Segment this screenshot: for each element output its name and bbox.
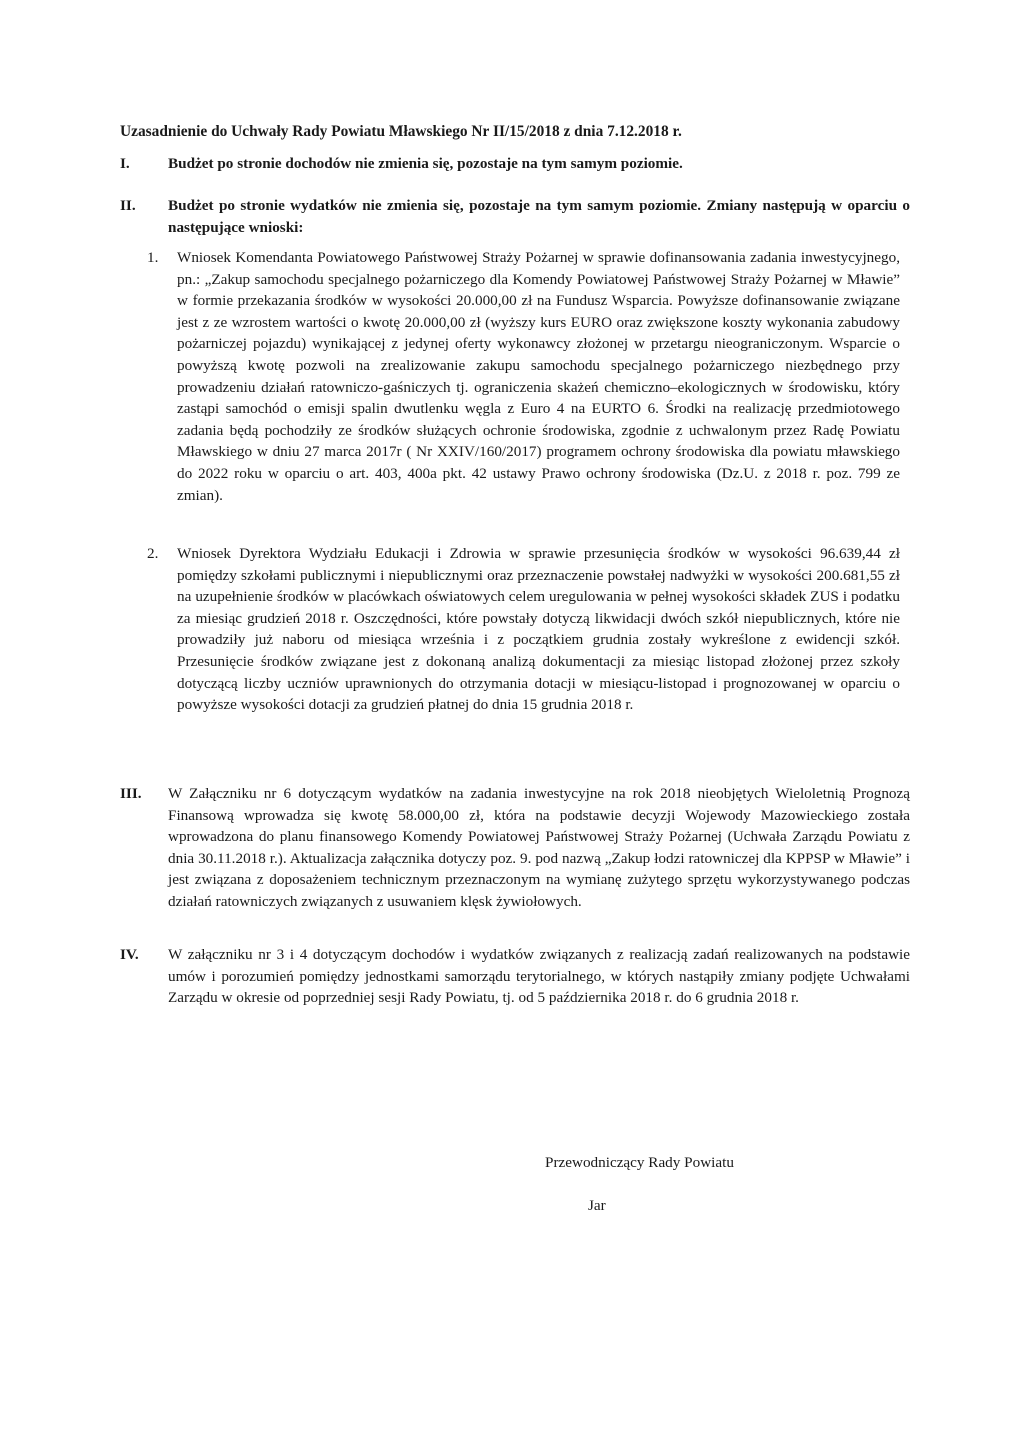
section-number: III.: [120, 785, 142, 802]
request-item-1: [147, 247, 900, 506]
section-iv: [120, 944, 910, 1009]
item-text: Wniosek Dyrektora Wydziału Edukacji i Zdrowia w sprawie przesunięcia środków w wysokości 96.639,44 zł pomiędzy szkołami publicznymi i niepublicznymi oraz przeznaczenie powstałej nadwyżki w wysokości 200.681,55 zł na uzupełnienie środków w placówkach oświatowych celem uregulowania w pełnej wysokości składek ZUS i podatku za miesiąc grudzień 2018 r. Oszczędności, które powstały dotyczą likwidacji dwóch szkół niepublicznych, które nie prowadziły już naboru od miesiąca września i z początkiem grudnia zostały wykreślone z ewidencji szkół. Przesunięcie środków związane jest z dokonaną analizą dokumentacji za miesiąc listopad złożonej przez szkoły dotyczącą liczby uczniów uprawnionych do otrzymania dotacji w miesiącu-listopad i prognozowanej w oparciu o powyższe wysokości dotacji za grudzień płatnej do dnia 15 grudnia 2018 r.: [177, 545, 900, 714]
signature-name: Jar: [588, 1196, 606, 1214]
section-number: IV.: [120, 946, 139, 963]
item-number: 1.: [147, 249, 159, 266]
section-text: Budżet po stronie dochodów nie zmienia się, pozostaje na tym samym poziomie.: [168, 155, 683, 172]
item-number: 2.: [147, 545, 159, 562]
section-text: Budżet po stronie wydatków nie zmienia się, pozostaje na tym samym poziomie. Zmiany następują w oparciu o następujące wnioski:: [168, 197, 910, 236]
section-iii: [120, 783, 910, 913]
document-title: Uzasadnienie do Uchwały Rady Powiatu Mławskiego Nr II/15/2018 z dnia 7.12.2018 r.: [120, 123, 682, 140]
section-number: I.: [120, 155, 130, 172]
section-ii: [120, 195, 910, 238]
signature-role: Przewodniczący Rady Powiatu: [545, 1154, 734, 1171]
signature-block: [545, 1152, 845, 1216]
request-item-2: [147, 543, 900, 716]
section-text: W załączniku nr 3 i 4 dotyczącym dochodów i wydatków związanych z realizacją zadań realizowanych na podstawie umów i porozumień pomiędzy jednostkami samorządu terytorialnego, w których nastąpiły zmiany podjęte Uchwałami Zarządu w okresie od poprzedniej sesji Rady Powiatu, tj. od 5 października 2018 r. do 6 grudnia 2018 r.: [168, 946, 910, 1007]
item-text: Wniosek Komendanta Powiatowego Państwowej Straży Pożarnej w sprawie dofinansowania zadania inwestycyjnego, pn.: „Zakup samochodu specjalnego pożarniczego dla Komendy Powiatowej Państwowej Straży Pożarnej w Mławie” w formie przekazania środków w wysokości 20.000,00 zł na Fundusz Wsparcia. Powyższe dofinansowanie związane jest z ze wzrostem wartości o kwotę 20.000,00 zł (wyższy kurs EURO oraz zwiększone koszty wykonania zabudowy pożarniczej pojazdu) wynikającej z jedynej oferty wykonawcy złożonej w przetargu nieograniczonym. Wsparcie o powyższą kwotę pozwoli na zrealizowanie zakupu samochodu specjalnego pożarniczego niezbędnego przy prowadzeniu działań ratowniczo-gaśniczych tj. ograniczenia skażeń chemiczno–ekologicznych w środowisku, który zastąpi samochód o emisji spalin dwutlenku węgla z Euro 4 na EURTO 6. Środki na realizację przedmiotowego zadania będą pochodziły ze środków służących ochronie środowiska, zgodnie z uchwalonym przez Radę Powiatu Mławskiego w dniu 27 marca 2017r ( Nr XXIV/160/2017) programem ochrony środowiska dla powiatu mławskiego do 2022 roku w oparciu o art. 403, 400a pkt. 42 ustawy Prawo ochrony środowiska (Dz.U. z 2018 r. poz. 799 ze zmian).: [177, 249, 900, 504]
section-text: W Załączniku nr 6 dotyczącym wydatków na zadania inwestycyjne na rok 2018 nieobjętych Wieloletnią Prognozą Finansową wprowadza się kwotę 58.000,00 zł, która na podstawie decyzji Wojewody Mazowieckiego została wprowadzona do planu finansowego Komendy Powiatowej Państwowej Straży Pożarnej (Uchwała Zarządu Powiatu z dnia 30.11.2018 r.). Aktualizacja załącznika dotyczy poz. 9. pod nazwą „Zakup łodzi ratowniczej dla KPPSP w Mławie” i jest związana z doposażeniem technicznym przeznaczonym na wymianę zużytego sprzętu wykorzystywanego podczas działań ratowniczych związanych z usuwaniem klęsk żywiołowych.: [168, 785, 910, 910]
section-number: II.: [120, 197, 136, 214]
section-i: [120, 153, 910, 175]
